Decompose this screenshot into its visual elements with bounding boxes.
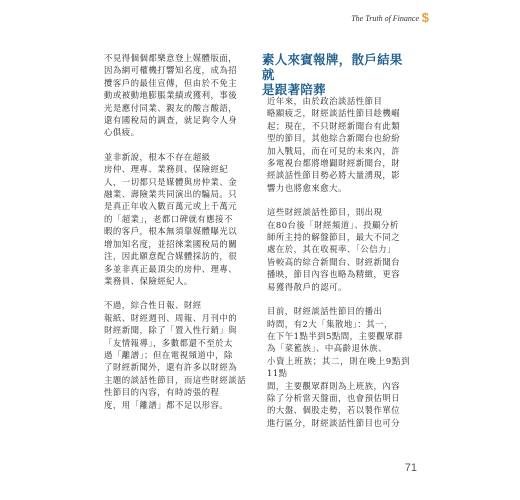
paragraph: 這些財經談話性節目，則出現 在80台後「財經頻道」、投顧分析 師所主持的解盤節目，最大不同之 處在於，其在收視率、「公信力」 皆較高的綜合新聞台、財經新聞台 播映，節目內容也略為精緻，更容 易獲得散戶的認可。 [267, 207, 401, 292]
page-number: 71 [404, 462, 417, 474]
paragraph: 目前，財經談話性節目的播出 時間，有2大「集散地」：其一， 在下午1點半到5點間，主要觀眾群 為「菜籃族」、中高齡退休族、 小資上班族；其二，則在晚上9點到11點 間，主要觀眾群則為上班族，內容 除了分析當天盤面，也會預估明日 的大盤、個股走勢，若以製作單位 進行區分，財經談話性節目也可分 [267, 306, 410, 428]
section-heading: 素人來賓報牌，散戶結果就 是跟著陪葬 [262, 52, 403, 97]
paragraph: 不見得個個都樂意登上媒體版面， 因為網可權機打響知名度，成為招 攬客戶的最佳宣傳，但由於不免主 動或被動地膨脹業績或獲利，事後 光是應付同業、親友的酸言酸語， 還有國稅局的調查，就足夠令人身 心俱疲。 [104, 53, 238, 138]
paragraph: 近年來，由於政治談話性節目 略顯疲乏，財經談話性節目趁機崛 起；現在，不只財經新聞台有此類 型的節目，其他綜合新聞台也紛紛 加入戰局，而在可見的未來內，許 多電視台都將增闢財經新聞台，財 經談話性節目勢必將大量湧現，影 響力也將愈來愈大。 [267, 96, 401, 193]
left-column [104, 52, 250, 411]
paragraph: 並非新說，根本不存在超級 房仲、理專、業務員、保險經紀 人，一切都只是媒體與房仲業、金 融業、壽險業共同演出的騙局。只 是真正年收入數百萬元或上千萬元 的「超業」，老都口碑就有應接不 暇的客戶，根本無須靠媒體曝光以 增加知名度，並招徠業國稅局的關 注，因此願意配合媒體採訪的，很 多並非真正最頂尖的房仲、理專、 業務員、保險經紀人。 [104, 151, 238, 286]
right-column [267, 95, 410, 429]
dollar-sign-icon: $ [421, 10, 429, 25]
running-header: The Truth of Finance [351, 14, 419, 23]
paragraph: 不過，綜合性日報、財經 報紙、財經週刊、周報、月刊中的 財經新聞，除了「置入性行銷」與 「友情報導」，多數都還不至於太 過「離譜」；但在電視頻道中，除 了財經新聞外，還有許多以財經為 主題的談話性節目，而這些財經談話 性節目的內容，有時誇張的程 度，用「離譜」都不足以形容。 [104, 300, 246, 410]
